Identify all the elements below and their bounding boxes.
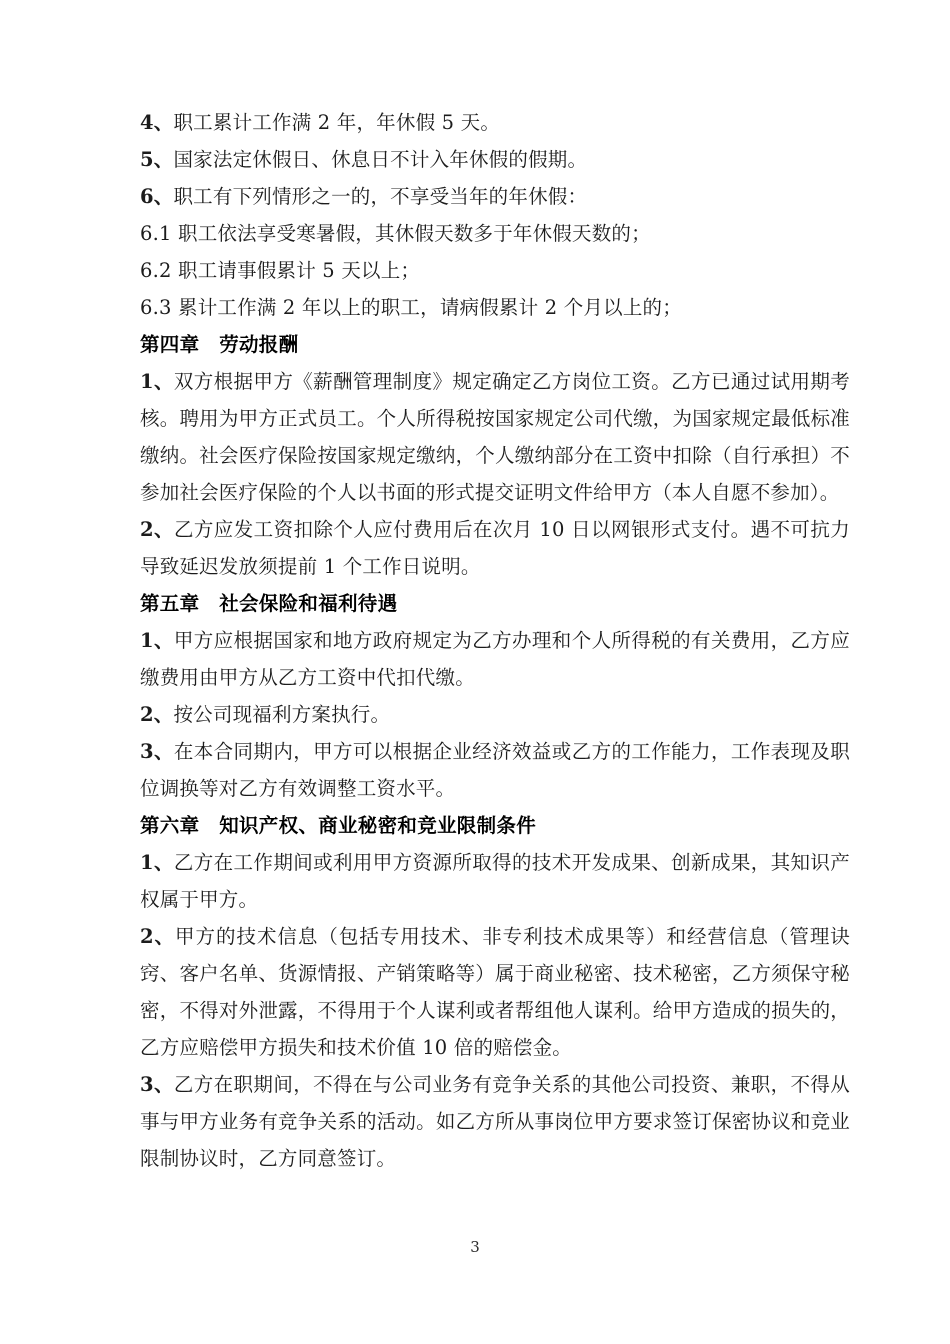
clause-paragraph xyxy=(140,622,850,696)
sub-clause xyxy=(140,252,850,289)
sub-clause xyxy=(140,215,850,252)
clause-marker: 2、 xyxy=(140,925,176,948)
clause-text: 6.3 累计工作满 2 年以上的职工，请病假累计 2 个月以上的； xyxy=(140,296,682,319)
clause-text: 乙方在职期间，不得在与公司业务有竞争关系的其他公司投资、兼职，不得从事与甲方业务有竞争关系的活动。如乙方所从事岗位甲方要求签订保密协议和竞业限制协议时，乙方同意签订。 xyxy=(140,1073,850,1170)
clause-text: 第四章 劳动报酬 xyxy=(140,333,299,356)
clause-text: 按公司现福利方案执行。 xyxy=(173,703,391,726)
clause-text: 第五章 社会保险和福利待遇 xyxy=(140,592,398,615)
clause-paragraph xyxy=(140,104,850,141)
clause-text: 乙方在工作期间或利用甲方资源所取得的技术开发成果、创新成果，其知识产权属于甲方。 xyxy=(140,851,850,911)
clause-marker: 4、 xyxy=(140,111,174,134)
clause-marker: 1、 xyxy=(140,851,174,874)
clause-marker: 2、 xyxy=(140,703,174,726)
clause-text: 双方根据甲方《薪酬管理制度》规定确定乙方岗位工资。乙方已通过试用期考核。聘用为甲方正式员工。个人所得税按国家规定公司代缴，为国家规定最低标准缴纳。社会医疗保险按国家规定缴纳，个人缴纳部分在工资中扣除（自行承担）不参加社会医疗保险的个人以书面的形式提交证明文件给甲方（本人自愿不参加）。 xyxy=(140,370,850,504)
clause-text: 国家法定休假日、休息日不计入年休假的假期。 xyxy=(173,148,588,171)
clause-paragraph xyxy=(140,844,850,918)
chapter-heading xyxy=(140,807,850,844)
clause-text: 在本合同期内，甲方可以根据企业经济效益或乙方的工作能力，工作表现及职位调换等对乙方有效调整工资水平。 xyxy=(140,740,850,800)
clause-text: 职工有下列情形之一的，不享受当年的年休假： xyxy=(173,185,588,208)
clause-marker: 1、 xyxy=(140,629,174,652)
document-body xyxy=(140,104,850,1177)
clause-paragraph xyxy=(140,733,850,807)
clause-paragraph xyxy=(140,696,850,733)
clause-paragraph xyxy=(140,511,850,585)
clause-text: 甲方的技术信息（包括专用技术、非专利技术成果等）和经营信息（管理诀窍、客户名单、货源情报、产销策略等）属于商业秘密、技术秘密，乙方须保守秘密，不得对外泄露，不得用于个人谋利或者帮组他人谋利。给甲方造成的损失的，乙方应赔偿甲方损失和技术价值 10 倍的赔偿金。 xyxy=(140,925,850,1059)
clause-paragraph xyxy=(140,178,850,215)
page-number: 3 xyxy=(470,1238,480,1256)
clause-marker: 2、 xyxy=(140,518,174,541)
clause-paragraph xyxy=(140,141,850,178)
clause-text: 乙方应发工资扣除个人应付费用后在次月 10 日以网银形式支付。遇不可抗力导致延迟发放须提前 1 个工作日说明。 xyxy=(140,518,850,578)
clause-marker: 3、 xyxy=(140,740,174,763)
clause-text: 6.2 职工请事假累计 5 天以上； xyxy=(140,259,421,282)
clause-marker: 1、 xyxy=(140,370,174,393)
clause-text: 职工累计工作满 2 年，年休假 5 天。 xyxy=(173,111,501,134)
clause-paragraph xyxy=(140,918,850,1066)
clause-marker: 3、 xyxy=(140,1073,174,1096)
clause-text: 第六章 知识产权、商业秘密和竞业限制条件 xyxy=(140,814,537,837)
clause-text: 甲方应根据国家和地方政府规定为乙方办理和个人所得税的有关费用，乙方应缴费用由甲方从乙方工资中代扣代缴。 xyxy=(140,629,850,689)
clause-paragraph xyxy=(140,363,850,511)
clause-marker: 5、 xyxy=(140,148,174,171)
clause-paragraph xyxy=(140,1066,850,1177)
sub-clause xyxy=(140,289,850,326)
clause-text: 6.1 职工依法享受寒暑假，其休假天数多于年休假天数的； xyxy=(140,222,651,245)
clause-marker: 6、 xyxy=(140,185,174,208)
chapter-heading xyxy=(140,585,850,622)
chapter-heading xyxy=(140,326,850,363)
